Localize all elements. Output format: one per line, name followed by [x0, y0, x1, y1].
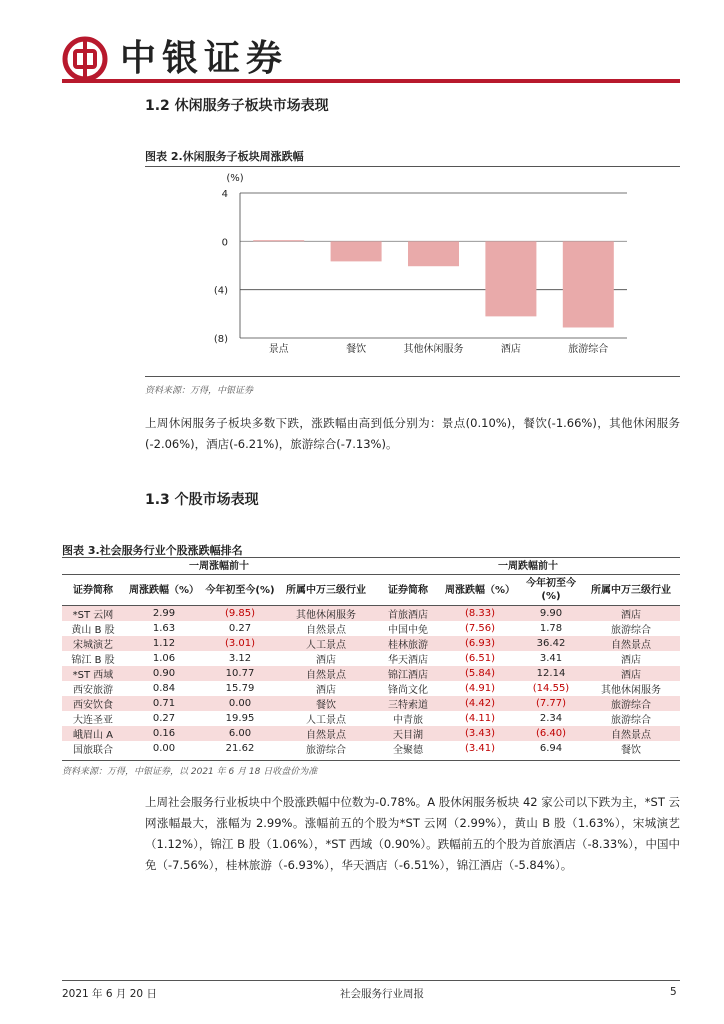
table-cell: 大连圣亚 [73, 715, 113, 726]
bar-1 [253, 240, 304, 241]
figure-2-source: 资料来源：万得，中银证券 [145, 386, 254, 396]
gainers-group-header: 一周涨幅前十 [62, 559, 376, 575]
footer-date: 2021 年 6 月 20 日 [62, 988, 157, 1000]
y-tick-label: (8) [213, 334, 228, 345]
table-cell: 0.00 [204, 696, 276, 711]
column-header: 今年初至今(%) [526, 578, 576, 602]
table-cell: 自然景点 [582, 636, 680, 651]
table-cell: 酒店 [582, 606, 680, 622]
table-cell: 中青旅 [393, 715, 423, 726]
table-cell: 自然景点 [276, 666, 376, 681]
x-category-label: 旅游综合 [568, 344, 609, 355]
column-header: 所属中万三级行业 [286, 584, 366, 596]
table-cell: 1.12 [124, 636, 204, 651]
table-cell: 华天酒店 [388, 655, 428, 666]
table-cell: (4.91) [464, 683, 496, 694]
table-cell: 餐饮 [276, 696, 376, 711]
x-category-label: 酒店 [500, 344, 521, 355]
table-row [62, 621, 680, 636]
table-cell: 6.94 [539, 743, 563, 754]
figure-2-top-rule [145, 166, 680, 167]
table-cell: 餐饮 [621, 745, 641, 756]
footer-rule [62, 980, 680, 981]
table-cell: (3.41) [464, 743, 496, 754]
table-cell: 2.34 [539, 713, 563, 724]
table-cell: 3.41 [539, 653, 563, 664]
table-cell: 0.90 [124, 666, 204, 681]
table-cell: 首旅酒店 [376, 606, 440, 622]
table-cell: 酒店 [621, 655, 641, 666]
column-header: 今年初至今(%) [205, 584, 275, 596]
table-cell: 0.84 [152, 683, 176, 694]
y-tick-label: (4) [213, 285, 228, 297]
bar-4 [485, 241, 536, 316]
table-cell: (6.40) [520, 726, 582, 741]
table-cell: 旅游综合 [582, 696, 680, 711]
table-cell: 国旅联合 [73, 745, 113, 756]
y-tick-label: 0 [221, 237, 228, 249]
x-category-label: 餐饮 [346, 344, 367, 355]
y-tick-label: 4 [221, 189, 228, 200]
table-cell: *ST 西域 [62, 666, 124, 681]
table-cell: (8.33) [440, 606, 520, 622]
table-cell: 峨眉山 A [62, 726, 124, 741]
figure-3-top-rule [62, 557, 680, 558]
table-cell: 天目湖 [376, 726, 440, 741]
figure-3-bottom-rule [62, 760, 680, 761]
table-cell: (6.51) [464, 653, 496, 664]
footer-report-name: 社会服务行业周报 [340, 988, 424, 1000]
y-axis-label: (%) [226, 173, 244, 184]
table-cell: 自然景点 [276, 726, 376, 741]
footer-page-number: 5 [670, 986, 677, 998]
paragraph-stock-summary: 上周社会服务行业板块中个股涨跌幅中位数为-0.78%。A 股休闲服务板块 42 家公司以下跌为主，*ST 云网涨幅最大，涨幅为 2.99%。涨幅前五的个股为*ST 云网（2.99%），黄山 B 股（1.63%），宋城演艺（1.12%），锦江 B 股（1.06%），*ST 西域（0.90%）。跌幅前五的个股为首旅酒店（-8.33%），中国中免（-7.56%），桂林旅游（-6.93%），华天酒店（-6.51%），锦江酒店（-5.84%）。 [145, 795, 680, 872]
table-row [62, 606, 680, 622]
table-cell: 6.00 [204, 726, 276, 741]
figure-2-title: 图表 2.休闲服务子板块周涨跌幅 [145, 150, 304, 163]
table-cell: 自然景点 [582, 726, 680, 741]
table-cell: 0.71 [124, 696, 204, 711]
section-title-1-2: 1.2 休闲服务子板块市场表现 [145, 98, 329, 114]
table-cell: 三特索道 [376, 696, 440, 711]
table-cell: (3.01) [204, 636, 276, 651]
table-row [62, 711, 680, 726]
table-cell: 2.99 [124, 606, 204, 622]
table-cell: 0.27 [228, 623, 252, 634]
table-cell: 旅游综合 [306, 745, 346, 756]
table-cell: (5.84) [440, 666, 520, 681]
section-title-1-3: 1.3 个股市场表现 [145, 492, 259, 508]
losers-group-header: 一周跌幅前十 [376, 559, 680, 575]
table-row [62, 741, 680, 756]
column-header: 周涨跌幅（%） [128, 584, 200, 596]
column-header: 证券简称 [388, 584, 428, 596]
stock-ranking-table [62, 559, 680, 756]
table-cell: 10.77 [204, 666, 276, 681]
figure-2-bottom-rule [145, 376, 680, 377]
table-cell: (6.93) [440, 636, 520, 651]
table-cell: 0.27 [152, 713, 176, 724]
table-cell: 3.12 [228, 653, 252, 664]
table-cell: 0.16 [124, 726, 204, 741]
table-cell: (9.85) [204, 606, 276, 622]
table-cell: 0.00 [152, 743, 176, 754]
brand-name: 中银证券 [120, 37, 289, 79]
column-header: 证券简称 [73, 584, 113, 596]
table-cell: 锋尚文化 [388, 685, 428, 696]
table-row [62, 651, 680, 666]
paragraph-sector-summary: 上周休闲服务子板块多数下跌，涨跌幅由高到低分别为：景点(0.10%)，餐饮(-1.66%)，其他休闲服务(-2.06%)，酒店(-6.21%)，旅游综合(-7.13%)。 [145, 416, 680, 451]
table-cell: 全聚德 [393, 745, 423, 756]
table-cell: 中国中免 [388, 625, 428, 636]
bank-of-china-logo-icon [62, 36, 108, 82]
table-cell: 酒店 [582, 666, 680, 681]
table-cell: 9.90 [520, 606, 582, 622]
figure-3-source: 资料来源：万得，中银证券，以 2021 年 6 月 18 日收盘价为准 [62, 767, 318, 777]
x-category-label: 景点 [268, 344, 289, 355]
bar-2 [331, 241, 382, 261]
bar-3 [408, 241, 459, 266]
table-row [62, 696, 680, 711]
table-cell: 12.14 [520, 666, 582, 681]
table-cell: 19.95 [225, 713, 255, 724]
table-cell: (4.11) [464, 713, 496, 724]
table-cell: 21.62 [225, 743, 255, 754]
table-cell: 酒店 [316, 685, 336, 696]
table-cell: (7.56) [464, 623, 496, 634]
sector-bar-chart [145, 168, 680, 378]
table-cell: 黄山 B 股 [71, 625, 115, 636]
column-header: 周涨跌幅（%） [444, 584, 516, 596]
table-cell: 宋城演艺 [62, 636, 124, 651]
table-cell: 旅游综合 [611, 715, 651, 726]
table-cell: (7.77) [520, 696, 582, 711]
table-cell: 人工景点 [276, 636, 376, 651]
table-cell: 人工景点 [306, 715, 346, 726]
table-row [62, 726, 680, 741]
table-cell: 1.78 [539, 623, 563, 634]
table-cell: (4.42) [440, 696, 520, 711]
figure-3-title: 图表 3.社会服务行业个股涨跌幅排名 [62, 544, 243, 557]
table-cell: 桂林旅游 [376, 636, 440, 651]
column-header: 所属中万三级行业 [591, 584, 671, 596]
table-cell: 36.42 [520, 636, 582, 651]
x-category-label: 其他休闲服务 [403, 344, 464, 355]
table-cell: 锦江酒店 [376, 666, 440, 681]
table-cell: 锦江 B 股 [71, 655, 115, 666]
table-cell: 自然景点 [306, 625, 346, 636]
table-cell: 酒店 [316, 655, 336, 666]
table-cell: *ST 云网 [62, 606, 124, 622]
table-cell: 15.79 [225, 683, 255, 694]
table-cell: (3.43) [440, 726, 520, 741]
table-cell: 1.06 [152, 653, 176, 664]
table-row [62, 636, 680, 651]
table-cell: 其他休闲服务 [601, 685, 661, 696]
table-cell: (14.55) [532, 683, 570, 694]
table-cell: 其他休闲服务 [276, 606, 376, 622]
table-cell: 西安旅游 [73, 685, 113, 696]
table-cell: 旅游综合 [611, 625, 651, 636]
table-row [62, 666, 680, 681]
header-rule [62, 79, 680, 83]
table-cell: 西安饮食 [62, 696, 124, 711]
table-row [62, 681, 680, 696]
bar-5 [563, 241, 614, 327]
table-cell: 1.63 [152, 623, 176, 634]
